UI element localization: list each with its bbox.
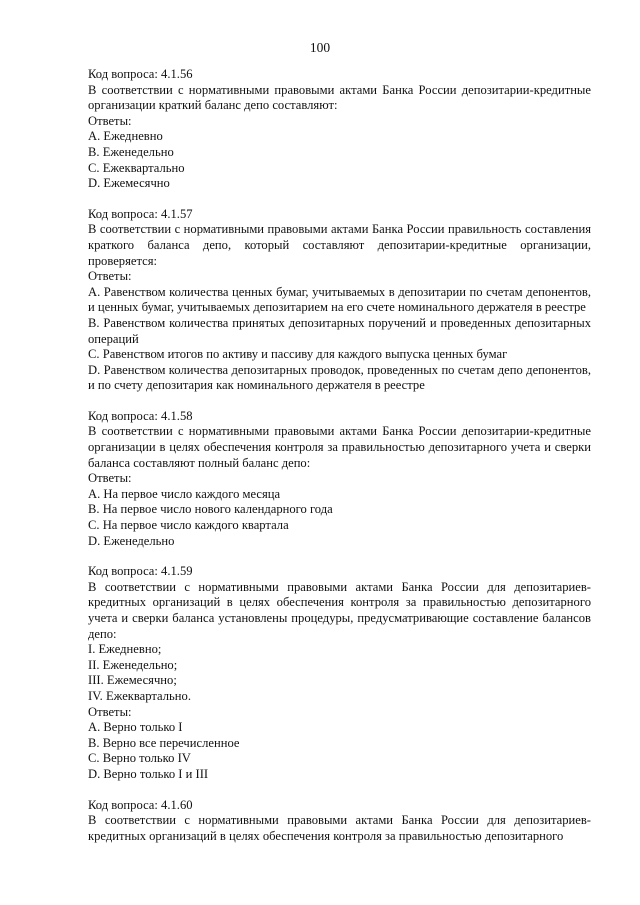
- question-4-1-57: [88, 207, 591, 394]
- answer-c: C. На первое число каждого квартала: [88, 518, 289, 533]
- answer-b: B. Верно все перечисленное: [88, 735, 240, 750]
- answer-a: A. Ежедневно: [88, 129, 163, 144]
- page-number: 100: [309, 40, 331, 55]
- question-code: Код вопроса: 4.1.59: [88, 564, 193, 579]
- answer-d: D. Ежемесячно: [88, 176, 170, 191]
- question-text: В соответствии с нормативными правовыми актами Банка России для депозитариев-кредитных организаций в целях обеспечения контроля за правильностью депозитарного учета и сверки баланса установлены процедуры, предусматривающие составление балансов депо:: [88, 579, 591, 641]
- question-code: Код вопроса: 4.1.56: [88, 67, 193, 81]
- answer-b: B. Еженедельно: [88, 144, 174, 159]
- question-4-1-60: [88, 798, 591, 845]
- question-text: В соответствии с нормативными правовыми актами Банка России правильность составления краткого баланса депо, который составляют депозитарии-кредитные организации, проверяется:: [88, 222, 591, 268]
- option-iii: III. Ежемесячно;: [88, 673, 177, 688]
- answer-c: C. Верно только IV: [88, 751, 191, 766]
- option-i: I. Ежедневно;: [88, 642, 162, 657]
- answers-label: Ответы:: [88, 113, 132, 128]
- option-iv: IV. Ежеквартально.: [88, 688, 191, 703]
- question-text: В соответствии с нормативными правовыми актами Банка России депозитарии-кредитные организации краткий баланс депо составляют:: [88, 82, 591, 113]
- answer-c: C. Ежеквартально: [88, 160, 185, 175]
- question-text: В соответствии с нормативными правовыми актами Банка России депозитарии-кредитные организации в целях обеспечения контроля за правильностью депозитарного учета и сверки баланса составляют полный баланс депо:: [88, 424, 591, 470]
- question-code: Код вопроса: 4.1.57: [88, 206, 193, 221]
- question-4-1-56: [88, 67, 591, 192]
- answer-b: B. На первое число нового календарного года: [88, 502, 333, 517]
- question-text: В соответствии с нормативными правовыми актами Банка России для депозитариев-кредитных организаций в целях обеспечения контроля за правильностью депозитарного: [88, 813, 591, 843]
- question-code: Код вопроса: 4.1.60: [88, 797, 193, 812]
- answer-a: A. На первое число каждого месяца: [88, 486, 281, 501]
- question-4-1-59: [88, 564, 591, 782]
- question-code: Код вопроса: 4.1.58: [88, 408, 193, 423]
- answers-label: Ответы:: [88, 704, 132, 719]
- answer-b: B. Равенством количества принятых депозитарных поручений и проведенных депозитарных операций: [88, 315, 591, 346]
- answer-d: D. Верно только I и III: [88, 766, 209, 781]
- answers-label: Ответы:: [88, 471, 132, 486]
- question-4-1-58: [88, 409, 591, 549]
- answers-label: Ответы:: [88, 269, 132, 284]
- answer-d: D. Равенством количества депозитарных проводок, проведенных по счетам депо депонентов, и по счету депозитария как номинального держателя в реестре: [88, 362, 591, 393]
- answer-d: D. Еженедельно: [88, 533, 175, 548]
- page-content: [88, 67, 591, 844]
- answer-c: C. Равенством итогов по активу и пассиву для каждого выпуска ценных бумаг: [88, 347, 508, 362]
- answer-a: A. Верно только I: [88, 720, 183, 735]
- option-ii: II. Еженедельно;: [88, 657, 178, 672]
- answer-a: A. Равенством количества ценных бумаг, учитываемых в депозитарии по счетам депонентов, и ценных бумаг, учитываемых депозитарием на его счете номинального держателя в реестре: [88, 284, 591, 315]
